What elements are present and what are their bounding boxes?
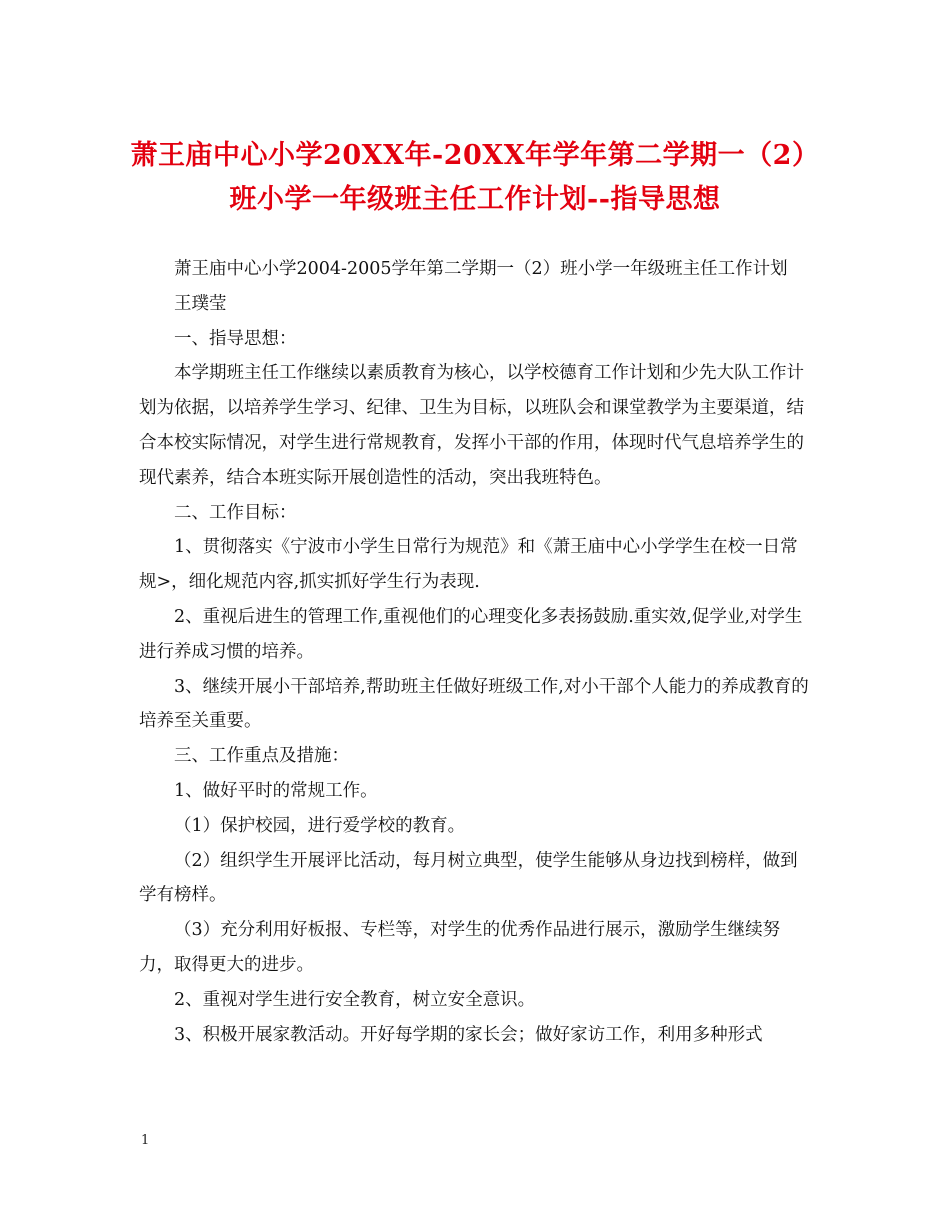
paragraph-goal-1: 1、贯彻落实《宁波市小学生日常行为规范》和《萧王庙中心小学学生在校一日常规>，细化规范内容,抓实抓好学生行为表现. xyxy=(139,537,798,593)
document-body xyxy=(139,252,814,1052)
page-number: 1 xyxy=(141,1133,150,1148)
section-heading-guiding-thought: 一、指导思想： xyxy=(174,328,297,349)
paragraph-goal-3: 3、继续开展小干部培养,帮助班主任做好班级工作,对小干部个人能力的养成教育的培养至关重要。 xyxy=(139,676,809,732)
paragraph-author: 王璞莹 xyxy=(174,293,227,314)
paragraph-measure-2: 2、重视对学生进行安全教育，树立安全意识。 xyxy=(174,989,536,1010)
paragraph-guiding-thought: 本学期班主任工作继续以素质教育为核心，以学校德育工作计划和少先大队工作计划为依据，以培养学生学习、纪律、卫生为目标，以班队会和课堂教学为主要渠道，结合本校实际情况，对学生进行常规教育，发挥小干部的作用，体现时代气息培养学生的现代素养，结合本班实际开展创造性的活动，突出我班特色。 xyxy=(139,363,804,488)
paragraph-plan-title: 萧王庙中心小学2004-2005学年第二学期一（2）班小学一年级班主任工作计划 xyxy=(174,259,788,279)
paragraph-measure-3: 3、积极开展家教活动。开好每学期的家长会；做好家访工作，利用多种形式 xyxy=(174,1024,763,1045)
paragraph-measure-1-3: （3）充分利用好板报、专栏等，对学生的优秀作品进行展示，激励学生继续努力，取得更大的进步。 xyxy=(139,920,781,975)
document-title-line-1: 萧王庙中心小学20XX年-20XX年学年第二学期一（2） xyxy=(130,140,820,171)
paragraph-measure-1-2: （2）组织学生开展评比活动，每月树立典型，使学生能够从身边找到榜样，做到学有榜样。 xyxy=(139,850,798,906)
section-heading-key-measures: 三、工作重点及措施： xyxy=(174,746,349,767)
section-heading-work-goals: 二、工作目标： xyxy=(174,502,297,523)
paragraph-measure-1: 1、做好平时的常规工作。 xyxy=(174,780,378,801)
paragraph-measure-1-1: （1）保护校园，进行爱学校的教育。 xyxy=(174,815,466,836)
paragraph-goal-2: 2、重视后进生的管理工作,重视他们的心理变化多表扬鼓励.重实效,促学业,对学生进行养成习惯的培养。 xyxy=(139,606,803,662)
document-title-line-2: 班小学一年级班主任工作计划--指导思想 xyxy=(229,184,721,215)
